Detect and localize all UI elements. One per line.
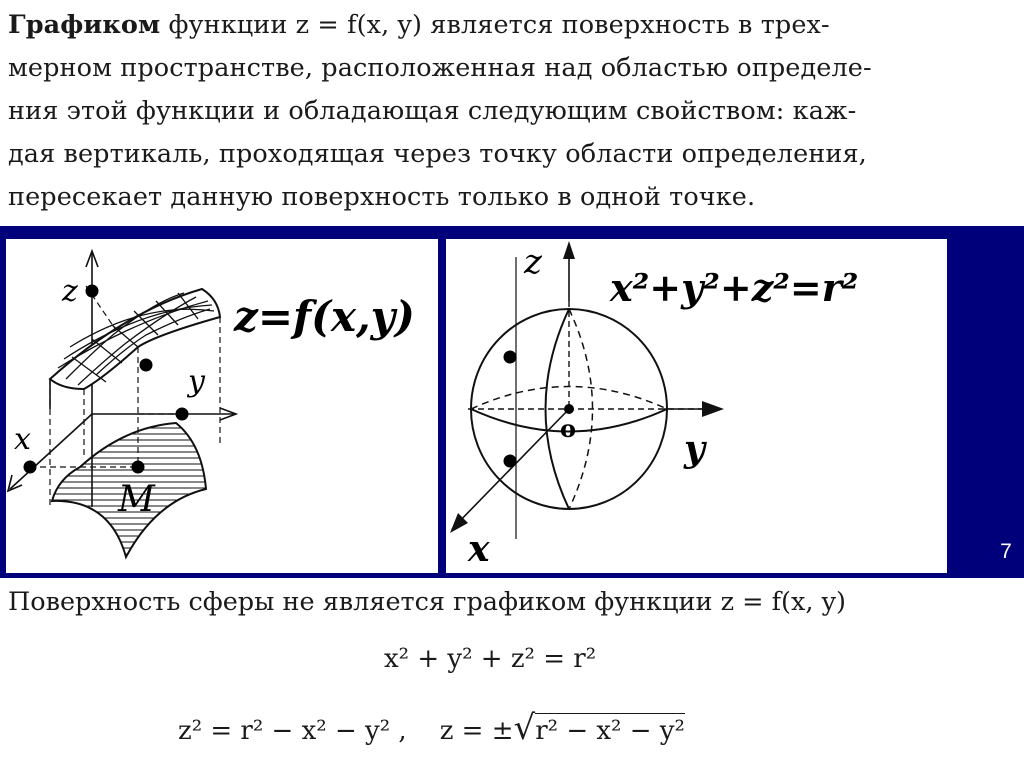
paragraph-line-1 (8, 4, 1020, 47)
left-formula: z=f(x,y) (234, 292, 415, 341)
sphere-point-upper (504, 351, 517, 364)
origin-label: o (560, 414, 577, 443)
left-axis-y-label: y (188, 364, 205, 399)
origin-point (564, 404, 574, 414)
point-z (86, 285, 99, 298)
right-axis-y-label: y (684, 428, 705, 470)
point-m-label: M (118, 479, 155, 520)
right-axis-x-label: x (468, 528, 490, 570)
paragraph-line-4: дая вертикаль, проходящая через точку области определения, (8, 139, 867, 169)
sqrt-radicand: r² − x² − y² (535, 713, 685, 746)
paragraph-line-5: пересекает данную поверхность только в одной точке. (8, 182, 756, 212)
point-y (176, 408, 189, 421)
z-plus-minus: z = ± (439, 716, 514, 746)
solved-equation (178, 708, 685, 748)
conclusion-text: Поверхность сферы не является графиком функции z = f(x, y) (8, 587, 846, 617)
z-squared-equation: z² = r² − x² − y² , (178, 716, 407, 746)
sphere-point-lower (504, 455, 517, 468)
sphere-figure-panel (446, 239, 947, 573)
y-axis-arrow (702, 401, 724, 417)
sqrt-sign: √ (513, 708, 536, 748)
paragraph-line-2: мерном пространстве, расположенная над областью определе- (8, 53, 872, 83)
point-on-surface (140, 359, 153, 372)
paragraph-line-3: ния этой функции и обладающая следующим свойством: каж- (8, 96, 857, 126)
sphere-figure (446, 239, 947, 573)
sphere-equation: x² + y² + z² = r² (384, 644, 597, 674)
surface-figure (6, 239, 438, 573)
surface-figure-panel (6, 239, 438, 573)
x-axis-line (452, 409, 569, 529)
left-axis-x-label: x (14, 422, 31, 457)
bold-term: Графиком (8, 10, 161, 40)
z-axis-arrow (563, 241, 575, 259)
definition-paragraph (8, 4, 1020, 219)
sphere-formula: x²+y²+z²=r² (610, 265, 859, 310)
point-x (24, 461, 37, 474)
slide-number: 7 (1000, 540, 1012, 563)
point-m (132, 461, 145, 474)
left-axis-z-label: z (62, 274, 78, 309)
paragraph-line-1-text: функции z = f(x, y) является поверхность в трех- (168, 10, 830, 40)
right-axis-z-label: z (524, 242, 542, 282)
